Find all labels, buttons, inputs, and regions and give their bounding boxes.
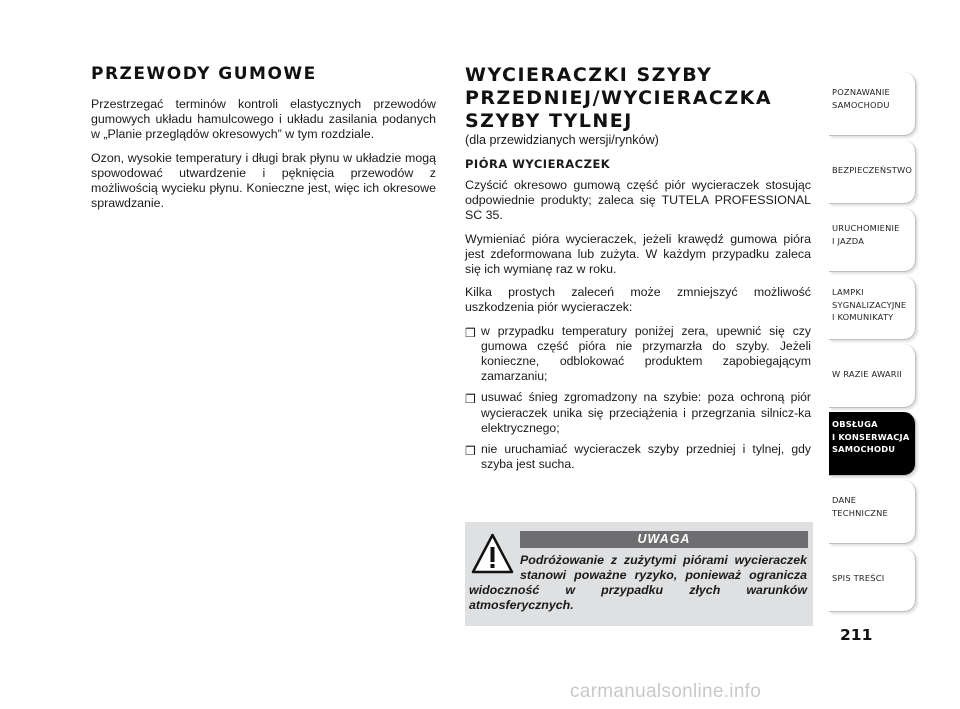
paragraph: Kilka prostych zaleceń może zmniejszyć możliwość uszkodzenia piór wycieraczek: [465,285,811,315]
list-item: ❒ w przypadku temperatury poniżej zera, upewnić się czy gumowa część pióra nie przymarzła do szyby. Jeżeli konieczne, odblokować produktem zapobiegającym zamarzaniu; [465,323,811,384]
page-number: 211 [840,626,873,644]
chapter-tab[interactable] [829,412,916,476]
chapter-tab-label: BEZPIECZEŃSTWO [832,165,913,175]
warning-header: UWAGA [520,531,808,548]
paragraph: Ozon, wysokie temperatury i długi brak płynu w układzie mogą spowodować utwardzenie i pęknięcia przewodów z możliwością wycieku płynu. Konieczne jest, więc ich okresowe sprawdzanie. [91,150,436,211]
subtitle: (dla przewidzianych wersji/rynków) [465,133,659,147]
paragraph: Wymieniać pióra wycieraczek, jeżeli krawędź gumowa pióra jest zdeformowana lub zużyta. W każdym przypadku zaleca się ich wymianę raz w roku. [465,231,811,277]
chapter-tab-label: URUCHOMIENIE I JAZDA [832,223,900,246]
checkbox-bullet-icon: ❒ [465,444,476,459]
list-item: ❒ nie uruchamiać wycieraczek szyby przedniej i tylnej, gdy szyba jest sucha. [465,442,811,472]
chapter-tab-label: SPIS TREŚCI [832,573,885,583]
chapter-tab[interactable] [829,276,916,340]
checkbox-bullet-icon: ❒ [465,392,476,407]
watermark: carmanualsonline.info [570,681,762,702]
chapter-tab-label: LAMPKI SYGNALIZACYJNE I KOMUNIKATY [832,287,907,322]
right-column [465,64,811,478]
chapter-tab-label: OBSŁUGA I KONSERWACJA SAMOCHODU [832,419,910,454]
subsection-title: PIÓRA WYCIERACZEK [465,157,611,171]
bullet-list [465,324,811,473]
left-column [91,64,436,219]
warning-box [465,522,813,626]
warning-text: Podróżowanie z zużytymi piórami wycieraczek stanowi poważne ryzyko, ponieważ ogranicza widoczność w przypadku złych warunków atmosferycznych. [469,553,807,612]
paragraph: Czyścić okresowo gumową część piór wycieraczek stosując odpowiednie produkty; zaleca się TUTELA PROFESSIONAL SC 35. [465,178,811,223]
chapter-tab-label: W RAZIE AWARII [832,369,903,379]
chapter-tab[interactable] [829,140,916,204]
chapter-tab[interactable] [829,480,916,544]
chapter-tab[interactable] [829,208,916,272]
chapter-tab[interactable] [829,72,916,136]
section-title-hoses: PRZEWODY GUMOWE [91,64,317,84]
chapter-tab-label: DANE TECHNICZNE [832,495,888,518]
chapter-tab[interactable] [829,344,916,408]
chapter-tab-label: POZNAWANIE SAMOCHODU [832,87,890,110]
chapter-tab[interactable] [829,548,916,612]
paragraph: Przestrzegać terminów kontroli elastycznych przewodów gumowych układu hamulcowego i układu zasilania podanych w „Planie przeglądów okresowych” w tym rozdziale. [91,97,436,142]
list-item: ❒ usuwać śnieg zgromadzony na szybie: poza ochroną piór wycieraczek unika się przeciążenia i przegrzania silnicz-ka elektrycznego; [465,390,811,435]
checkbox-bullet-icon: ❒ [465,325,476,340]
section-title-wipers: WYCIERACZKI SZYBY PRZEDNIEJ/WYCIERACZKA SZYBY TYLNEJ [465,64,773,132]
